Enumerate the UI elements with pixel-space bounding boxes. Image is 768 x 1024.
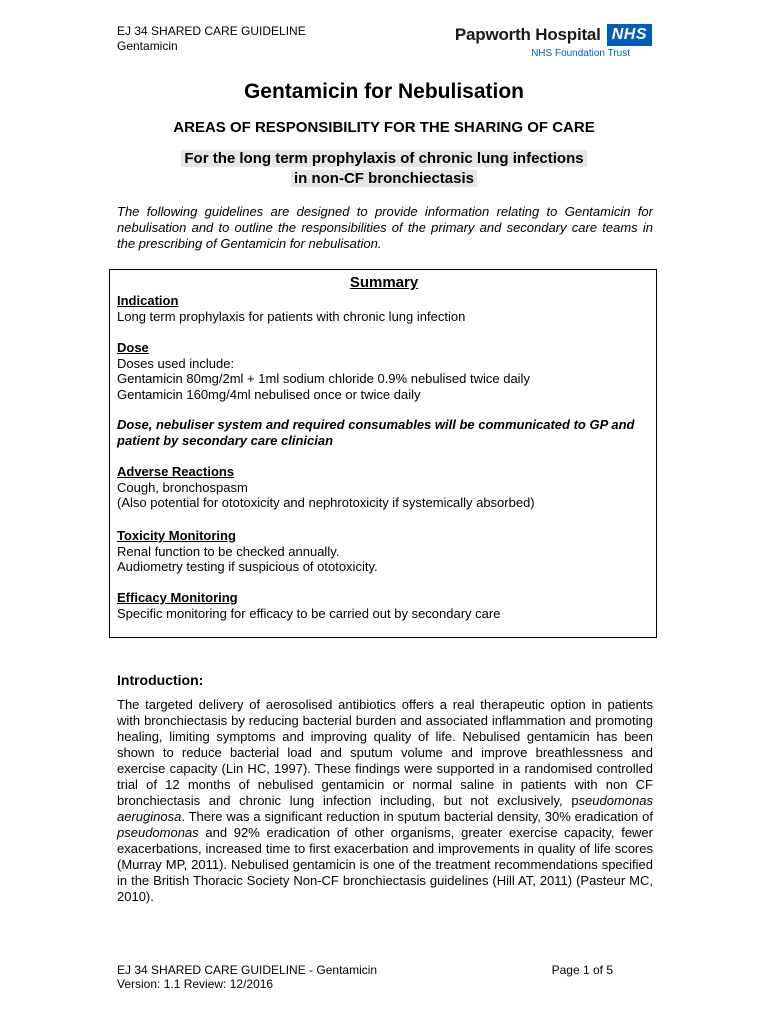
footer-guideline-title: EJ 34 SHARED CARE GUIDELINE - Gentamicin (117, 963, 378, 977)
page-number: Page 1 of 5 (551, 963, 613, 977)
indication-heading: Indication (117, 293, 179, 308)
adverse-heading: Adverse Reactions (117, 464, 235, 479)
intro-text-part-1: The targeted delivery of aerosolised antibiotics offers a real therapeutic option in patients with bronchiectasis by reducing bacterial burden and associated inflammation and promoting healing, limiting symptoms and improving quality of life. Nebulised gentamicin has been shown to reduce bacterial load and sputum volume and improve breathlessness and exercise capacity (Lin HC, 1997). These findings were supported in a randomised controlled trial of 12 months of nebulised gentamicin or normal saline in patients with non CF bronchiectasis and chronic lung infection including, but not exclusively, p (117, 697, 653, 808)
intro-organism-name: seudomonas aeruginosa (117, 793, 653, 824)
adverse-reactions-section (117, 464, 647, 511)
header-guideline-code: EJ 34 SHARED CARE GUIDELINE (117, 24, 306, 38)
introduction-heading: Introduction: (117, 672, 204, 688)
indication-section (117, 293, 647, 324)
dose-line-1: Doses used include: (117, 355, 235, 371)
efficacy-line-1: Specific monitoring for efficacy to be carried out by secondary care (117, 605, 501, 621)
header-drug-name: Gentamicin (117, 39, 178, 53)
guideline-purpose-text: The following guidelines are designed to provide information relating to Gentamicin for nebulisation and to outline the responsibilities of the primary and secondary care teams in the prescribing of Gentamicin for nebulisation. (117, 204, 653, 251)
summary-title: Summary (349, 274, 419, 291)
page-subtitle: AREAS OF RESPONSIBILITY FOR THE SHARING OF CARE (173, 119, 595, 136)
hospital-logo (455, 24, 652, 59)
dose-section (117, 340, 647, 402)
indication-text: Long term prophylaxis for patients with chronic lung infection (117, 308, 466, 324)
toxicity-line-1: Renal function to be checked annually. (117, 543, 340, 559)
nhs-logo-badge: NHS (607, 24, 652, 46)
dose-line-2: Gentamicin 80mg/2ml + 1ml sodium chloride 0.9% nebulised twice daily (117, 371, 530, 386)
intro-text-part-2: . There was a significant reduction in sputum bacterial density, 30% eradication of (181, 809, 653, 824)
toxicity-heading: Toxicity Monitoring (117, 528, 236, 543)
highlighted-scope (0, 149, 768, 189)
intro-organism-genus: pseudomonas (117, 825, 199, 840)
dose-line-3: Gentamicin 160mg/4ml nebulised once or twice daily (117, 386, 421, 402)
scope-line-2: in non-CF bronchiectasis (291, 170, 477, 187)
adverse-line-1: Cough, bronchospasm (117, 479, 248, 495)
document-footer (117, 963, 377, 991)
efficacy-heading: Efficacy Monitoring (117, 590, 238, 605)
toxicity-line-2: Audiometry testing if suspicious of ototoxicity. (117, 559, 378, 574)
footer-version: Version: 1.1 Review: 12/2016 (117, 977, 274, 991)
intro-text-part-3: and 92% eradication of other organisms, greater exercise capacity, fewer exacerbations, increased time to first exacerbation and improvements in quality of life scores (Murray MP, 2011). Nebulised gentamicin is one of the treatment recommendations specified in the British Thoracic Society Non-CF bronchiectasis guidelines (Hill AT, 2011) (Pasteur MC, 2010). (117, 825, 653, 904)
scope-line-1: For the long term prophylaxis of chronic lung infections (181, 150, 586, 167)
page-title: Gentamicin for Nebulisation (243, 80, 525, 103)
summary-box (109, 269, 657, 638)
dose-heading: Dose (117, 340, 149, 355)
dose-communication-note: Dose, nebuliser system and required consumables will be communicated to GP and patient by secondary care clinician (117, 417, 635, 448)
introduction-paragraph (117, 697, 653, 905)
logo-trust-name: NHS Foundation Trust (531, 48, 630, 59)
document-header (117, 24, 306, 54)
logo-hospital-name: Papworth Hospital (454, 25, 601, 44)
toxicity-monitoring-section (117, 528, 647, 575)
efficacy-monitoring-section (117, 590, 647, 621)
adverse-line-2: (Also potential for ototoxicity and nephrotoxicity if systemically absorbed) (117, 495, 535, 510)
